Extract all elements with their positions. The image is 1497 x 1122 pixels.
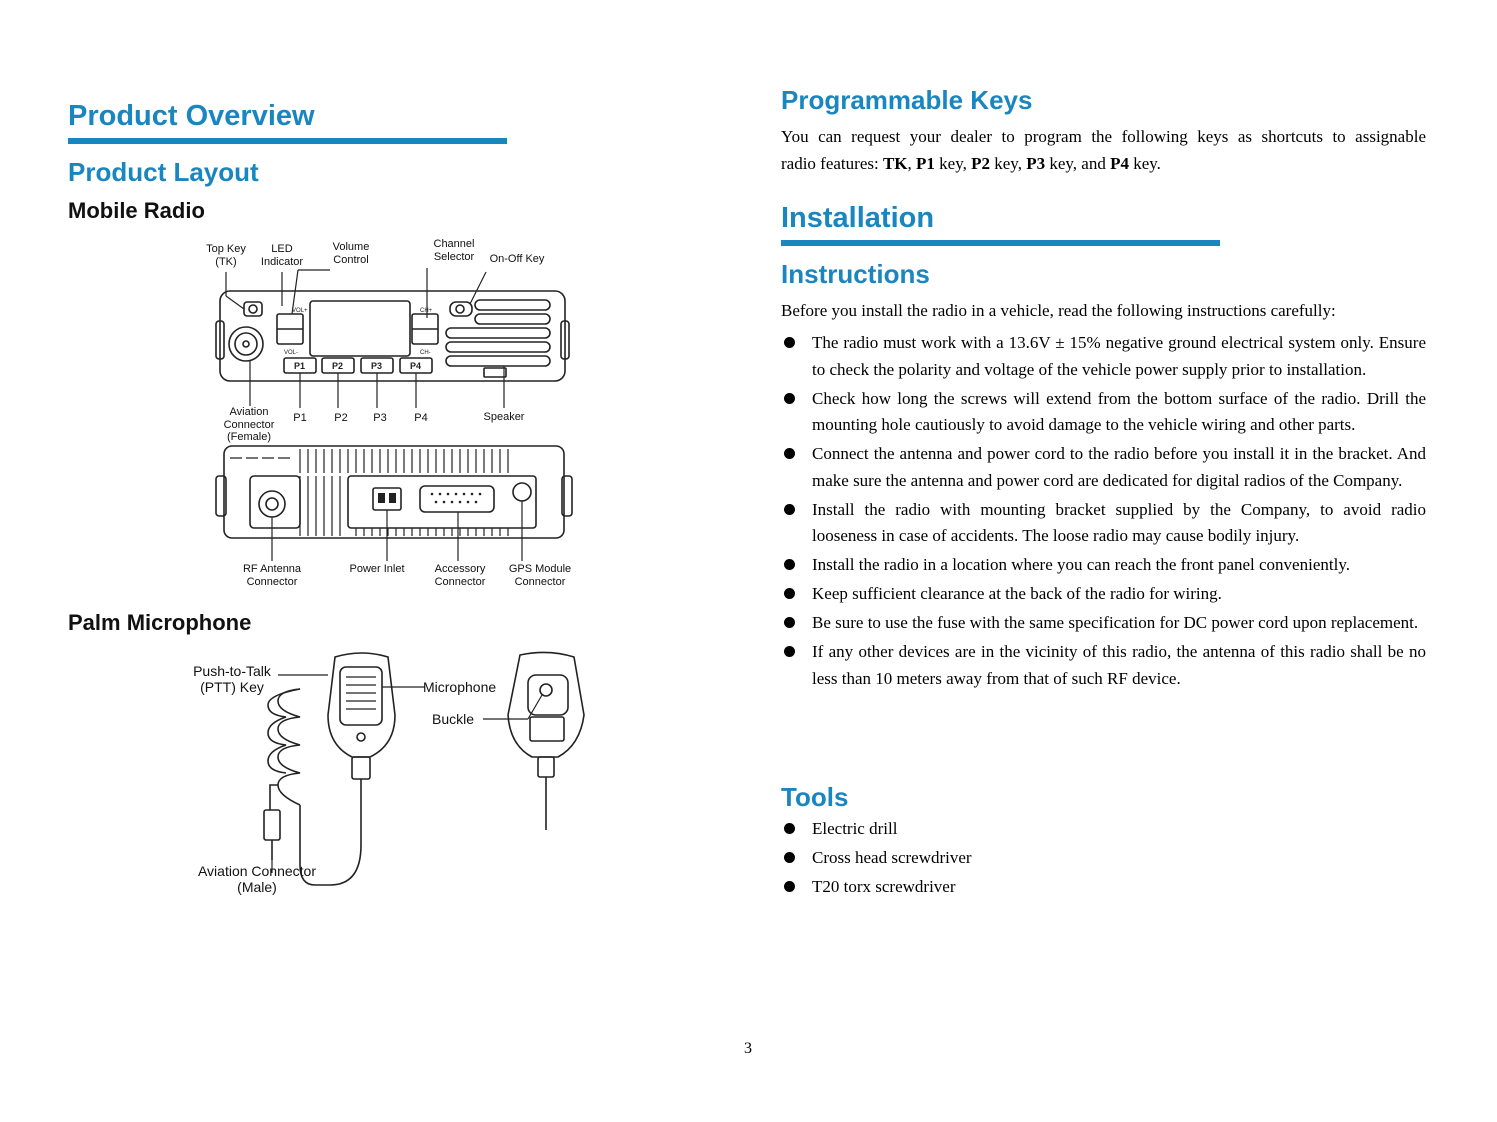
buckle-label: Buckle (432, 711, 475, 727)
list-item: Connect the antenna and power cord to the radio before you install it in the bracket. And make sure the antenna and power cord are dedicated for digital radios of the Company. (781, 441, 1426, 494)
list-item: The radio must work with a 13.6V ± 15% negative ground electrical system only. Ensure to check the polarity and voltage of the vehicle power supply prior to installation. (781, 330, 1426, 383)
heading-rule (68, 138, 507, 144)
vol-up-text: VOL+ (292, 308, 308, 314)
p4-key-text: P4 (410, 361, 422, 371)
p2-key-text: P2 (332, 361, 344, 371)
instruction-list (781, 330, 1426, 695)
ch-up-text: CH+ (420, 308, 433, 314)
list-item: Check how long the screws will extend from the bottom surface of the radio. Drill the mounting hole cautiously to avoid damage to the vehicle wiring and other parts. (781, 386, 1426, 439)
tools-heading: Tools (781, 782, 849, 812)
pk-line-2: radio features: TK, P1 key, P2 key, P3 key, and P4 key. (781, 154, 1161, 173)
gps-module-connector-label: GPS Module Connector (508, 563, 572, 588)
list-item: If any other devices are in the vicinity of this radio, the antenna of this radio shall be no less than 10 meters away from that of such RF device. (781, 639, 1426, 692)
programmable-keys-heading: Programmable Keys (781, 85, 1033, 115)
rf-antenna-connector-label: RF Antenna Connector (242, 563, 302, 588)
palm-microphone-heading: Palm Microphone (68, 610, 252, 635)
list-item: Install the radio with mounting bracket supplied by the Company, to avoid radio looseness in case of accidents. The loose radio may cause bodily injury. (781, 497, 1426, 550)
volume-control-label: Volume Control (332, 241, 370, 266)
ch-down-text: CH- (420, 350, 431, 356)
list-item: Install the radio in a location where you can reach the front panel conveniently. (781, 552, 1426, 579)
instructions-intro: Before you install the radio in a vehicle, read the following instructions carefully: (781, 301, 1336, 320)
p1-key-text: P1 (294, 361, 306, 371)
instructions-heading: Instructions (781, 259, 930, 289)
pk-line-1: You can request your dealer to program the following keys as shortcuts to assignable (781, 127, 1426, 146)
channel-selector-label: Channel Selector (433, 238, 475, 263)
p1-label: P1 (293, 412, 307, 424)
tools-list (781, 816, 1426, 903)
mobile-radio-heading: Mobile Radio (68, 198, 205, 223)
list-item: T20 torx screwdriver (781, 874, 1426, 901)
aviation-connector-female-label: Aviation Connector (Female) (223, 406, 275, 443)
installation-rule (781, 240, 1220, 246)
led-indicator-label: LED Indicator (260, 243, 304, 268)
accessory-connector-label: Accessory Connector (434, 563, 486, 588)
p3-key-text: P3 (371, 361, 383, 371)
p3-label: P3 (373, 412, 387, 424)
list-item: Be sure to use the fuse with the same specification for DC power cord upon replacement. (781, 610, 1426, 637)
p2-label: P2 (334, 412, 348, 424)
speaker-label: Speaker (483, 411, 525, 423)
page-number: 3 (744, 1040, 752, 1057)
vol-down-text: VOL- (284, 350, 299, 356)
p4-label: P4 (414, 412, 428, 424)
list-item: Electric drill (781, 816, 1426, 843)
programmable-keys-paragraph (781, 123, 1426, 177)
product-layout-heading: Product Layout (68, 157, 259, 187)
list-item: Cross head screwdriver (781, 845, 1426, 872)
installation-heading: Installation (781, 202, 935, 234)
power-inlet-label: Power Inlet (349, 563, 405, 575)
on-off-key-label: On-Off Key (489, 253, 545, 265)
microphone-label: Microphone (423, 679, 497, 695)
product-overview-heading: Product Overview (68, 100, 315, 132)
list-item: Keep sufficient clearance at the back of the radio for wiring. (781, 581, 1426, 608)
top-key-label: Top Key (TK) (206, 243, 246, 268)
ptt-key-label: Push-to-Talk (PTT) Key (193, 663, 271, 695)
aviation-connector-male-label: Aviation Connector (Male) (197, 863, 317, 895)
